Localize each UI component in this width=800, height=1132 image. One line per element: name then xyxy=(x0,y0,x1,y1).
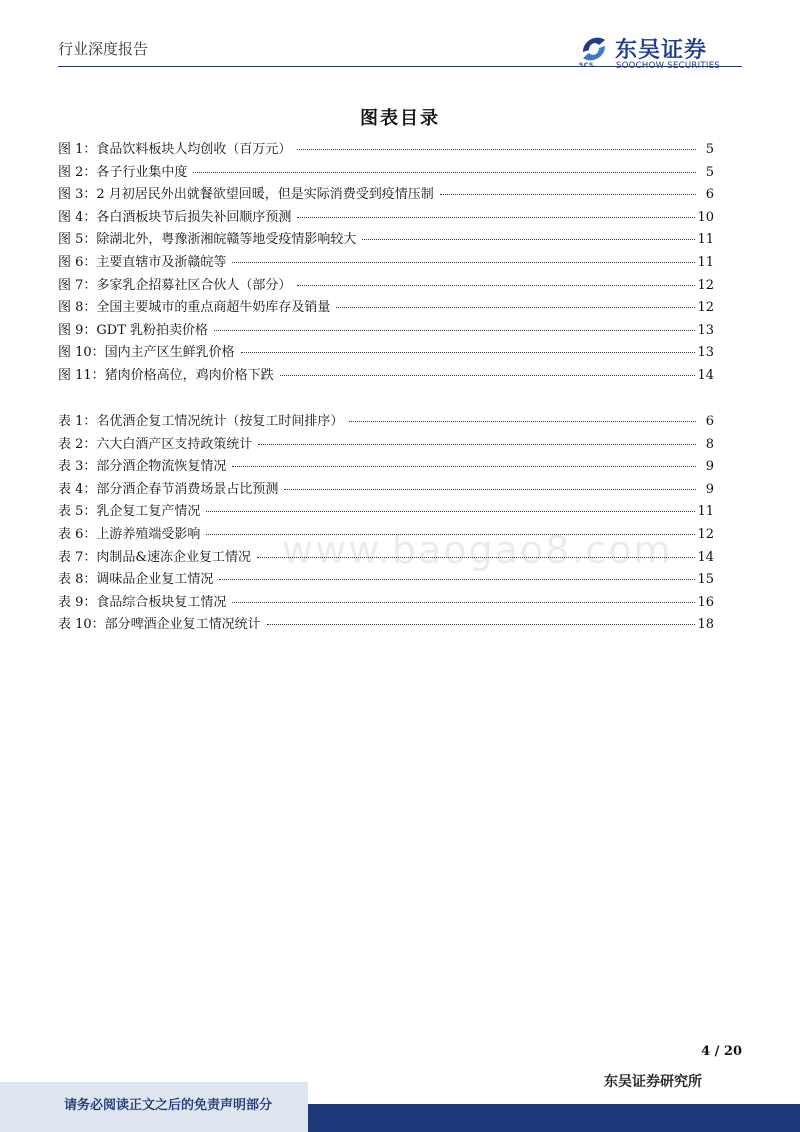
dot-leader xyxy=(232,262,695,263)
table-entry-page[interactable]: 8 xyxy=(705,436,714,452)
figure-entry-label[interactable]: 图 8：全国主要城市的重点商超牛奶库存及销量 xyxy=(58,300,331,316)
figure-entry-label[interactable]: 图 1：食品饮料板块人均创收（百万元） xyxy=(58,142,292,157)
figure-entry-label[interactable]: 图 2：各子行业集中度 xyxy=(58,164,188,180)
figure-entry-label[interactable]: 图 11：猪肉价格高位，鸡肉价格下跌 xyxy=(58,367,274,383)
table-entry-label[interactable]: 表 5：乳企复工复产情况 xyxy=(58,504,201,520)
figure-entry[interactable] xyxy=(58,364,714,387)
institute-name: 东吴证券研究所 xyxy=(604,1074,702,1090)
dot-leader xyxy=(193,172,696,173)
table-entry-page[interactable]: 15 xyxy=(697,572,714,588)
logo-text-cn: 东吴证券 xyxy=(615,38,708,63)
table-list xyxy=(58,410,714,636)
table-entry-page[interactable]: 9 xyxy=(705,459,714,475)
header-divider xyxy=(58,66,742,67)
dot-leader xyxy=(214,330,695,331)
figure-entry-label[interactable]: 图 5：除湖北外，粤豫浙湘皖赣等地受疫情影响较大 xyxy=(58,232,357,248)
dot-leader xyxy=(297,217,695,218)
figure-entry-page[interactable]: 12 xyxy=(697,300,714,316)
table-entry[interactable] xyxy=(58,591,714,614)
logo-text-en: SOOCHOW SECURITIES xyxy=(616,61,721,71)
table-entry-label[interactable]: 表 7：肉制品&速冻企业复工情况 xyxy=(58,549,251,565)
table-entry-page[interactable]: 18 xyxy=(697,617,714,633)
table-entry[interactable] xyxy=(58,433,714,456)
figure-entry-label[interactable]: 图 10：国内主产区生鲜乳价格 xyxy=(58,345,235,361)
table-entry-page[interactable]: 6 xyxy=(705,414,714,429)
table-entry[interactable] xyxy=(58,613,714,636)
table-entry[interactable] xyxy=(58,410,714,433)
figure-entry[interactable] xyxy=(58,138,714,161)
figure-entry-label[interactable]: 图 9：GDT 乳粉拍卖价格 xyxy=(58,322,209,338)
dot-leader xyxy=(440,194,696,195)
table-entry-label[interactable]: 表 9：食品综合板块复工情况 xyxy=(58,594,227,610)
table-entry-page[interactable]: 14 xyxy=(697,549,714,565)
figure-entry-page[interactable]: 6 xyxy=(705,187,714,203)
figure-entry-label[interactable]: 图 3：2 月初居民外出就餐欲望回暖，但是实际消费受到疫情压制 xyxy=(58,187,434,203)
dot-leader xyxy=(267,624,696,625)
figure-entry[interactable] xyxy=(58,341,714,364)
table-entry-label[interactable]: 表 6：上游养殖端受影响 xyxy=(58,526,201,542)
footer-disclaimer: 请务必阅读正文之后的免责声明部分 xyxy=(64,1098,273,1113)
figure-entry-page[interactable]: 11 xyxy=(697,232,714,248)
table-entry-label[interactable]: 表 4：部分酒企春节消费场景占比预测 xyxy=(58,481,279,497)
dot-leader xyxy=(297,285,695,286)
dot-leader xyxy=(232,602,695,603)
dot-leader xyxy=(362,239,695,240)
table-entry-label[interactable]: 表 8：调味品企业复工情况 xyxy=(58,572,214,588)
table-entry-label[interactable]: 表 10：部分啤酒企业复工情况统计 xyxy=(58,617,261,633)
logo-mark-icon xyxy=(577,32,611,66)
figure-entry-page[interactable]: 11 xyxy=(697,254,714,270)
figure-entry-page[interactable]: 13 xyxy=(697,345,714,361)
dot-leader xyxy=(284,489,696,490)
logo-abbr: SCS xyxy=(579,62,594,69)
figure-entry-page[interactable]: 10 xyxy=(697,209,714,225)
figure-entry-label[interactable]: 图 6：主要直辖市及浙赣皖等 xyxy=(58,254,227,270)
table-entry-page[interactable]: 12 xyxy=(697,526,714,542)
page-number: 4 / 20 xyxy=(701,1044,742,1059)
table-entry-label[interactable]: 表 3：部分酒企物流恢复情况 xyxy=(58,459,227,475)
figure-list xyxy=(58,138,714,387)
figure-entry-page[interactable]: 12 xyxy=(697,277,714,293)
figure-entry[interactable] xyxy=(58,206,714,229)
figure-entry[interactable] xyxy=(58,228,714,251)
figure-entry[interactable] xyxy=(58,274,714,297)
figure-entry[interactable] xyxy=(58,183,714,206)
report-type-label: 行业深度报告 xyxy=(58,40,149,58)
figure-entry-label[interactable]: 图 4：各白酒板块节后损失补回顺序预测 xyxy=(58,209,292,225)
figure-entry[interactable] xyxy=(58,161,714,184)
table-entry[interactable] xyxy=(58,478,714,501)
table-entry-page[interactable]: 11 xyxy=(697,504,714,520)
table-entry-label[interactable]: 表 2：六大白酒产区支持政策统计 xyxy=(58,436,253,452)
table-entry-label[interactable]: 表 1：名优酒企复工情况统计（按复工时间排序） xyxy=(58,414,344,429)
figure-entry-page[interactable]: 14 xyxy=(697,367,714,383)
dot-leader xyxy=(232,466,696,467)
figure-entry-page[interactable]: 5 xyxy=(705,164,714,180)
figure-entry[interactable] xyxy=(58,296,714,319)
dot-leader xyxy=(297,149,696,150)
dot-leader xyxy=(280,375,696,376)
figure-entry-page[interactable]: 5 xyxy=(705,142,714,157)
dot-leader xyxy=(241,352,696,353)
table-entry-page[interactable]: 16 xyxy=(697,594,714,610)
page-title: 图表目录 xyxy=(360,108,440,129)
dot-leader xyxy=(206,511,695,512)
dot-leader xyxy=(258,444,696,445)
table-entry-page[interactable]: 9 xyxy=(705,481,714,497)
dot-leader xyxy=(349,421,696,422)
figure-entry-page[interactable]: 13 xyxy=(697,322,714,338)
table-entry[interactable] xyxy=(58,500,714,523)
figure-entry-label[interactable]: 图 7：多家乳企招募社区合伙人（部分） xyxy=(58,277,292,293)
figure-entry[interactable] xyxy=(58,251,714,274)
table-entry[interactable] xyxy=(58,455,714,478)
watermark: www.baogao8.com xyxy=(282,528,673,572)
dot-leader xyxy=(219,579,695,580)
dot-leader xyxy=(336,307,695,308)
figure-entry[interactable] xyxy=(58,319,714,342)
